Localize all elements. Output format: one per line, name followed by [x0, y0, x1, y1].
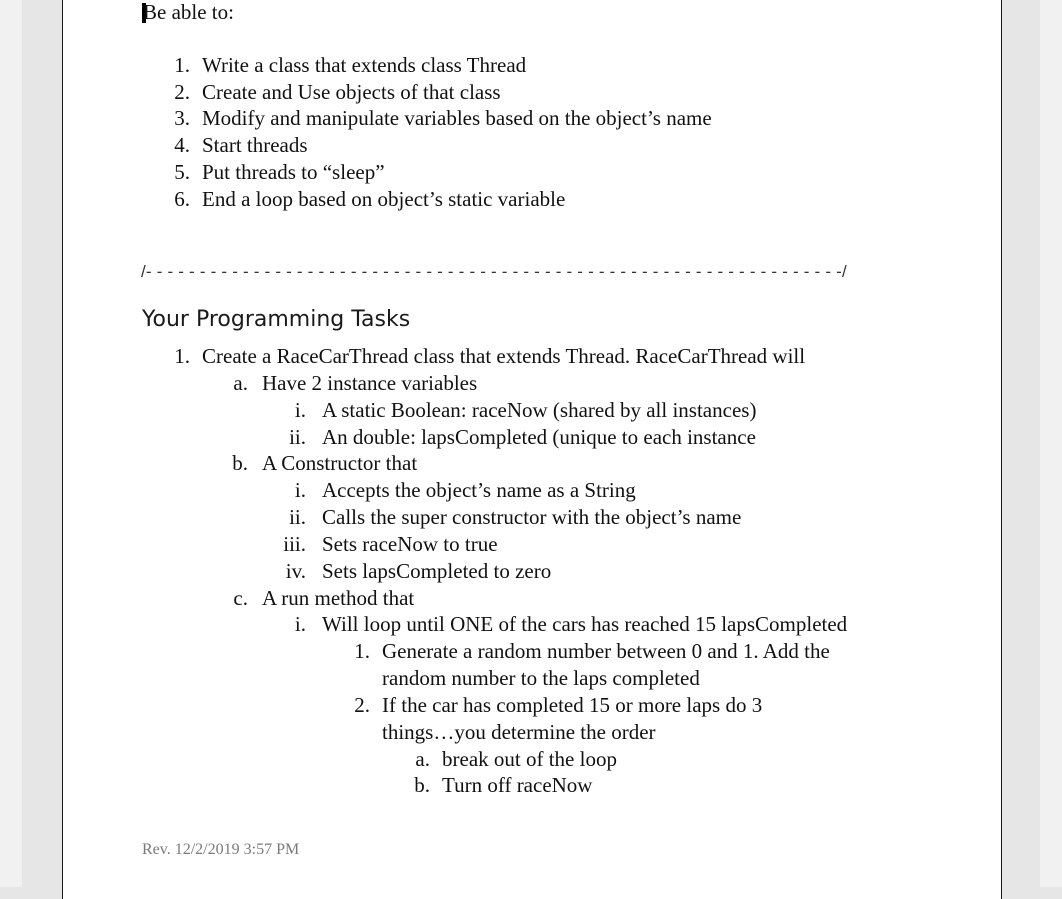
task-text[interactable]: Have 2 instance variables [262, 371, 478, 395]
task-marker: 2. [354, 693, 370, 717]
task-text[interactable]: Sets lapsCompleted to zero [322, 559, 552, 583]
objective-text[interactable]: Create and Use objects of that class [202, 80, 501, 104]
objective-text[interactable]: Put threads to “sleep” [202, 160, 385, 184]
objective-number: 2. [174, 80, 190, 104]
task-text[interactable]: A Constructor that [262, 451, 418, 475]
separator-line: /- - - - - - - - - - - - - - - - - - - - - - - - - - - - - - - - - - - - - - - - - - - - - - - - - - - - - - - - - - - - - - - - -/ [141, 262, 847, 281]
task-marker: a. [415, 747, 430, 771]
task-text[interactable]: Calls the super constructor with the object’s name [322, 505, 742, 529]
task-marker: iv. [285, 559, 306, 583]
task-text[interactable]: Accepts the object’s name as a String [322, 478, 636, 502]
objective-text[interactable]: End a loop based on object’s static variable [202, 187, 566, 211]
task-text-continued[interactable]: random number to the laps completed [382, 666, 700, 690]
task-text[interactable]: Create a RaceCarThread class that extends Thread. RaceCarThread will [202, 344, 806, 368]
task-marker: c. [233, 586, 248, 610]
task-text[interactable]: break out of the loop [442, 747, 617, 771]
task-marker: ii. [289, 505, 306, 529]
task-marker: iii. [283, 532, 306, 556]
task-marker: b. [232, 451, 248, 475]
task-marker: 1. [174, 344, 190, 368]
objective-text[interactable]: Modify and manipulate variables based on the object’s name [202, 106, 712, 130]
task-marker: 1. [354, 639, 370, 663]
task-text[interactable]: Generate a random number between 0 and 1. Add the [382, 639, 830, 663]
task-text-continued[interactable]: things…you determine the order [382, 720, 656, 744]
task-marker: i. [294, 478, 306, 502]
objective-number: 3. [174, 106, 190, 130]
objective-number: 1. [174, 53, 190, 77]
right-canvas-strip [1040, 0, 1062, 887]
section-heading[interactable]: Your Programming Tasks [142, 307, 411, 332]
task-text[interactable]: A run method that [262, 586, 415, 610]
objective-text[interactable]: Write a class that extends class Thread [202, 53, 527, 77]
task-text[interactable]: Will loop until ONE of the cars has reached 15 lapsCompleted [322, 612, 848, 636]
objective-number: 6. [174, 187, 190, 211]
task-text[interactable]: Turn off raceNow [442, 773, 593, 797]
objective-text[interactable]: Start threads [202, 133, 308, 157]
task-text[interactable]: A static Boolean: raceNow (shared by all instances) [322, 398, 757, 422]
task-text[interactable]: If the car has completed 15 or more laps do 3 [382, 693, 763, 717]
task-marker: a. [233, 371, 248, 395]
objective-number: 5. [174, 160, 190, 184]
task-marker: ii. [289, 425, 306, 449]
task-text[interactable]: An double: lapsCompleted (unique to each instance [322, 425, 756, 449]
task-marker: i. [294, 612, 306, 636]
left-canvas-strip [0, 0, 22, 887]
intro-text[interactable]: Be able to: [143, 0, 234, 24]
task-marker: b. [414, 773, 430, 797]
revision-footer: Rev. 12/2/2019 3:57 PM [142, 841, 300, 858]
task-text[interactable]: Sets raceNow to true [322, 532, 498, 556]
objective-number: 4. [174, 133, 190, 157]
task-marker: i. [294, 398, 306, 422]
